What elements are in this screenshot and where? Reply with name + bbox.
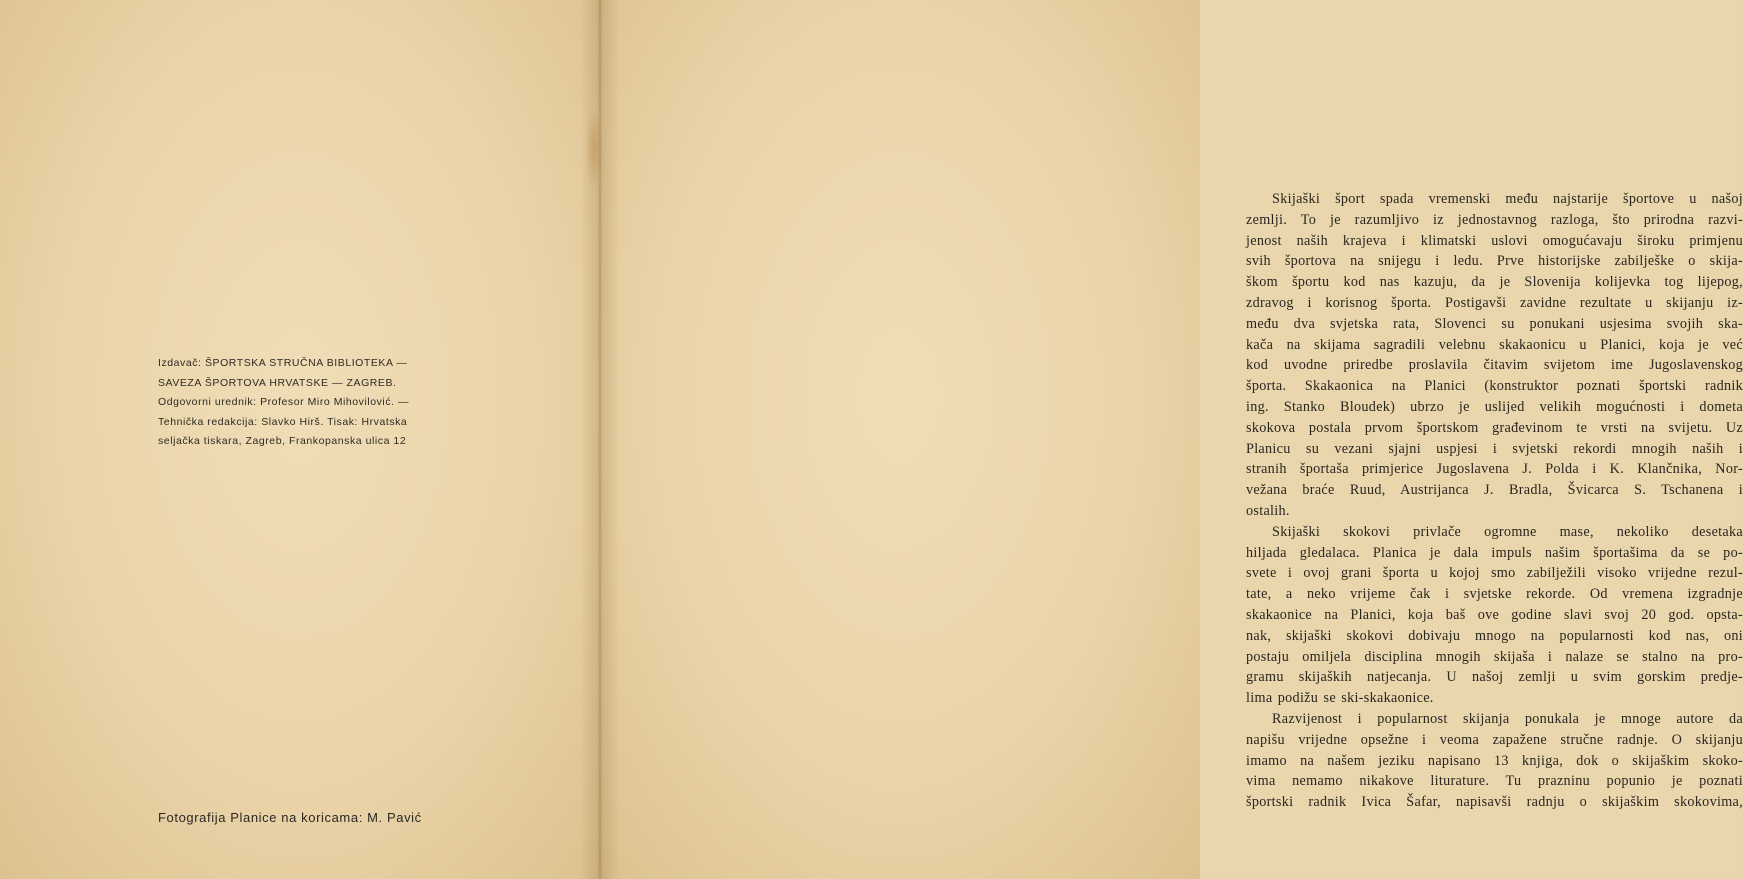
text-line: imamo na našem jeziku napisano 13 knjiga, dok o skijaškim skoko- xyxy=(1246,752,1743,769)
publisher-imprint xyxy=(158,354,458,452)
text-line: svih športova na snijegu i ledu. Prve historijske zabilješke o skija- xyxy=(1246,253,1743,270)
text-line: vežana braće Ruud, Austrijanca J. Bradla, Švicarca S. Tschanena i xyxy=(1246,482,1743,499)
text-line: skokova postala prvom športskom građevinom te vrsti na svijetu. Uz xyxy=(1246,419,1743,436)
text-line: zemlji. To je razumljivo iz jednostavnog razloga, što prirodna razvi- xyxy=(1246,211,1743,228)
right-page xyxy=(598,0,1743,879)
text-line: zdravog i korisnog športa. Postigavši zavidne rezultate u skijanju iz- xyxy=(1246,294,1743,311)
text-line: ostalih. xyxy=(1246,502,1290,519)
text-line: Razvijenost i popularnost skijanja ponukala je mnoge autore da xyxy=(1272,710,1743,727)
imprint-line: Odgovorni urednik: Profesor Miro Mihovilović. — xyxy=(158,396,410,409)
text-line: športa. Skakaonica na Planici (konstruktor poznati športski radnik xyxy=(1246,378,1743,395)
text-line: Skijaški skokovi privlače ogromne mase, nekoliko desetaka xyxy=(1272,523,1743,540)
text-line: skakaonice na Planici, koja baš ove godine slavi svoj 20 god. opsta- xyxy=(1246,606,1743,623)
text-line: nak, skijaški skokovi dobivaju mnogo na popularnosti kod nas, oni xyxy=(1246,627,1743,644)
photo-credit: Fotografija Planice na koricama: M. Pavić xyxy=(158,810,422,825)
text-line: kod uvodne priredbe proslavila čitavim svijetom ime Jugoslavenskog xyxy=(1246,357,1743,374)
imprint-line: SAVEZA ŠPORTOVA HRVATSKE — ZAGREB. xyxy=(158,376,397,389)
text-line: jenost naših krajeva i klimatski uslovi omogućavaju široku primjenu xyxy=(1246,232,1743,249)
imprint-line: seljačka tiskara, Zagreb, Frankopanska ulica 12 xyxy=(158,435,407,448)
text-line: Skijaški šport spada vremenski među najstarije športove u našoj xyxy=(1272,191,1743,207)
text-line: među dva svjetska rata, Slovenci su ponukani usjesima svojih ska- xyxy=(1246,315,1743,332)
text-line: napišu vrijedne opsežne i veoma zapažene stručne radnje. O skijanju xyxy=(1246,731,1743,748)
text-line: lima podižu se ski-skakaonice. xyxy=(1246,690,1434,707)
text-line: gramu skijaških natjecanja. U našoj zemlji u svim gorskim predje- xyxy=(1246,669,1743,686)
imprint-line: Tehnička redakcija: Slavko Hirš. Tisak: Hrvatska xyxy=(158,415,408,428)
text-line: ing. Stanko Bloudek) ubrzo je uslijed velikih mogućnosti i dometa xyxy=(1246,398,1743,415)
text-line: vima nemamo nikakove liturature. Tu prazninu popunio je poznati xyxy=(1246,773,1743,790)
text-line: škom športu kod nas kazuju, da je Slovenija kolijevka tog lijepog, xyxy=(1246,274,1743,291)
text-line: postaju omiljela disciplina mnogih skijaša i nalaze se stalno na pro- xyxy=(1246,648,1743,665)
text-line: hiljada gledalaca. Planica je dala impuls našim športašima da se po- xyxy=(1246,544,1743,561)
imprint-line: Izdavač: ŠPORTSKA STRUČNA BIBLIOTEKA — xyxy=(158,357,408,369)
text-line: stranih športaša primjerice Jugoslavena J. Polda i K. Klančnika, Nor- xyxy=(1246,461,1743,478)
left-page xyxy=(0,0,598,879)
text-line: tate, a neko vrijeme čak i svjetske rekorde. Od vremena izgradnje xyxy=(1246,586,1743,603)
text-line: športski radnik Ivica Šafar, napisavši radnju o skijaškim skokovima, xyxy=(1246,794,1743,811)
text-line: Planicu su vezani sjajni uspjesi i svjetski rekordi mnogih naših i xyxy=(1246,440,1743,457)
text-line: kača na skijama sagradili velebnu skakaonicu u Planici, koja je već xyxy=(1246,336,1743,353)
body-text xyxy=(1246,189,1743,813)
text-line: svete i ovoj grani športa u kojoj smo zabilježili visoko vrijedne rezul- xyxy=(1246,565,1743,582)
